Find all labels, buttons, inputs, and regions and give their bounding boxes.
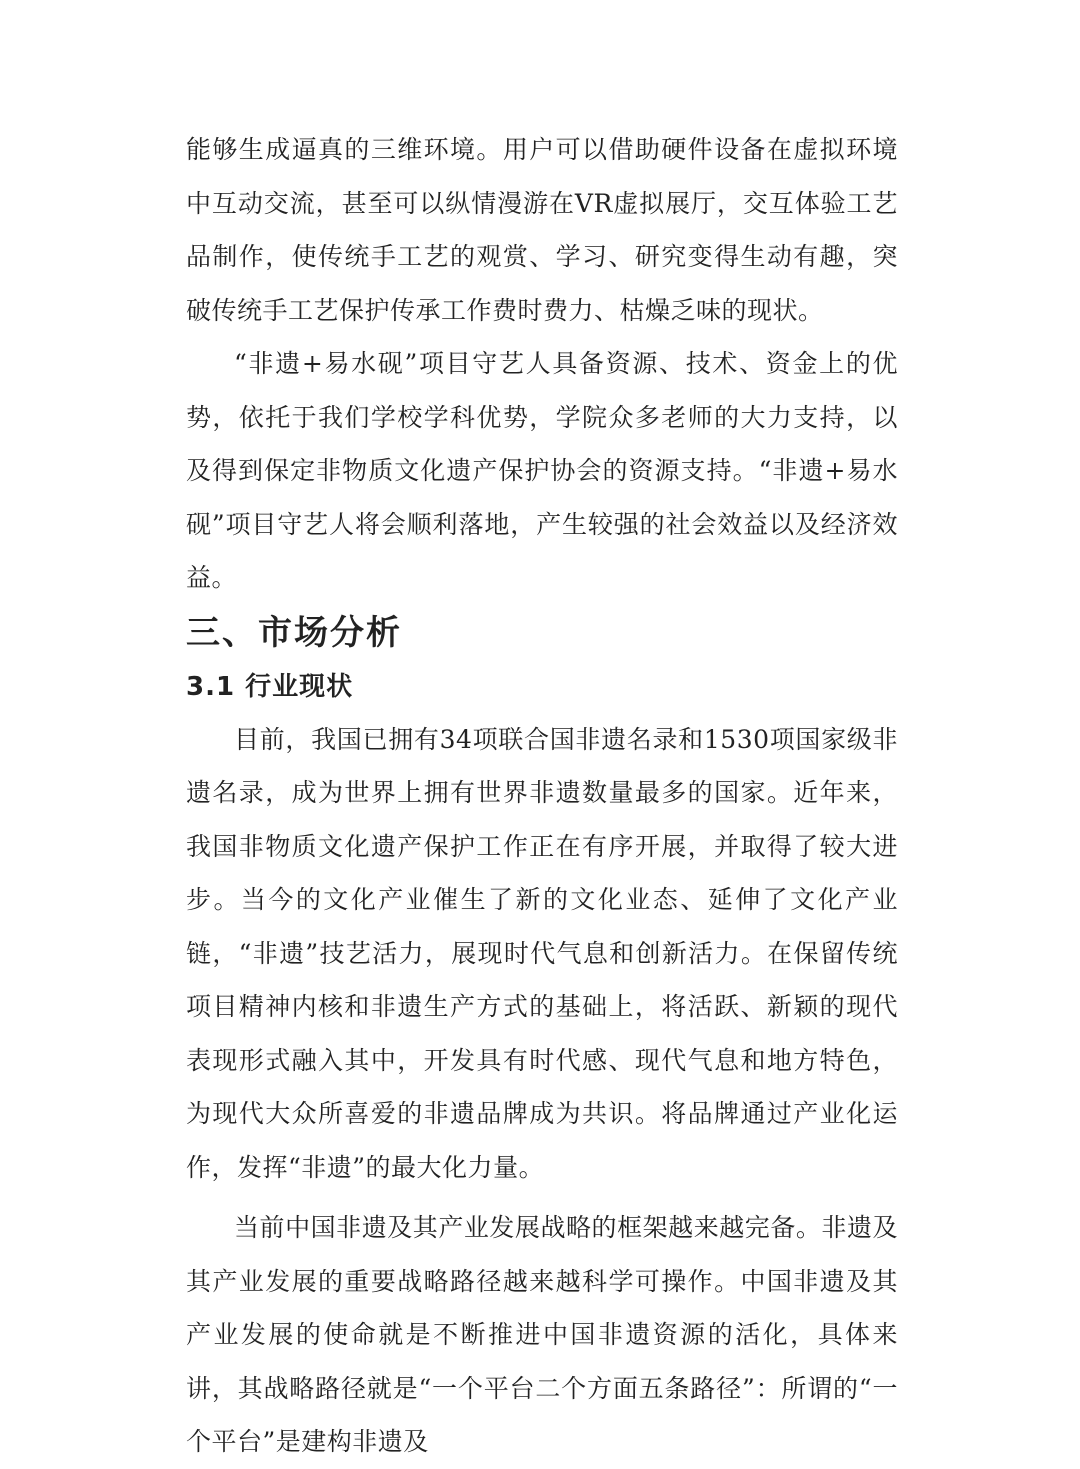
paragraph-development-strategy: 当前中国非遗及其产业发展战略的框架越来越完备。非遗及其产业发展的重要战略路径越来越科学可操作。中国非遗及其产业发展的使命就是不断推进中国非遗资源的活化，具体来讲，其战略路径就是“一个平台二个方面五条路径”：所谓的“一个平台”是建构非遗及: [186, 1213, 898, 1456]
paragraph-industry-status: 目前，我国已拥有34项联合国非遗名录和1530项国家级非遗名录，成为世界上拥有世界非遗数量最多的国家。近年来，我国非物质文化遗产保护工作正在有序开展，并取得了较大进步。当今的文化产业催生了新的文化业态、延伸了文化产业链，“非遗”技艺活力，展现时代气息和创新活力。在保留传统项目精神内核和非遗生产方式的基础上，将活跃、新颖的现代表现形式融入其中，开发具有时代感、现代气息和地方特色，为现代大众所喜爱的非遗品牌成为共识。将品牌通过产业化运作，发挥“非遗”的最大化力量。: [186, 724, 898, 1182]
section-heading-market-analysis: 三、市场分析: [186, 612, 402, 653]
paragraph-vr-environment: 能够生成逼真的三维环境。用户可以借助硬件设备在虚拟环境中互动交流，甚至可以纵情漫游在VR虚拟展厅，交互体验工艺品制作，使传统手工艺的观赏、学习、研究变得生动有趣，突破传统手工艺保护传承工作费时费力、枯燥乏味的现状。: [186, 135, 898, 325]
document-body: [186, 123, 898, 1469]
subsection-heading-industry-status: 3.1 行业现状: [186, 671, 354, 702]
paragraph-project-advantages: “非遗+易水砚”项目守艺人具备资源、技术、资金上的优势，依托于我们学校学科优势，学院众多老师的大力支持，以及得到保定非物质文化遗产保护协会的资源支持。“非遗+易水砚”项目守艺人将会顺利落地，产生较强的社会效益以及经济效益。: [186, 349, 898, 592]
